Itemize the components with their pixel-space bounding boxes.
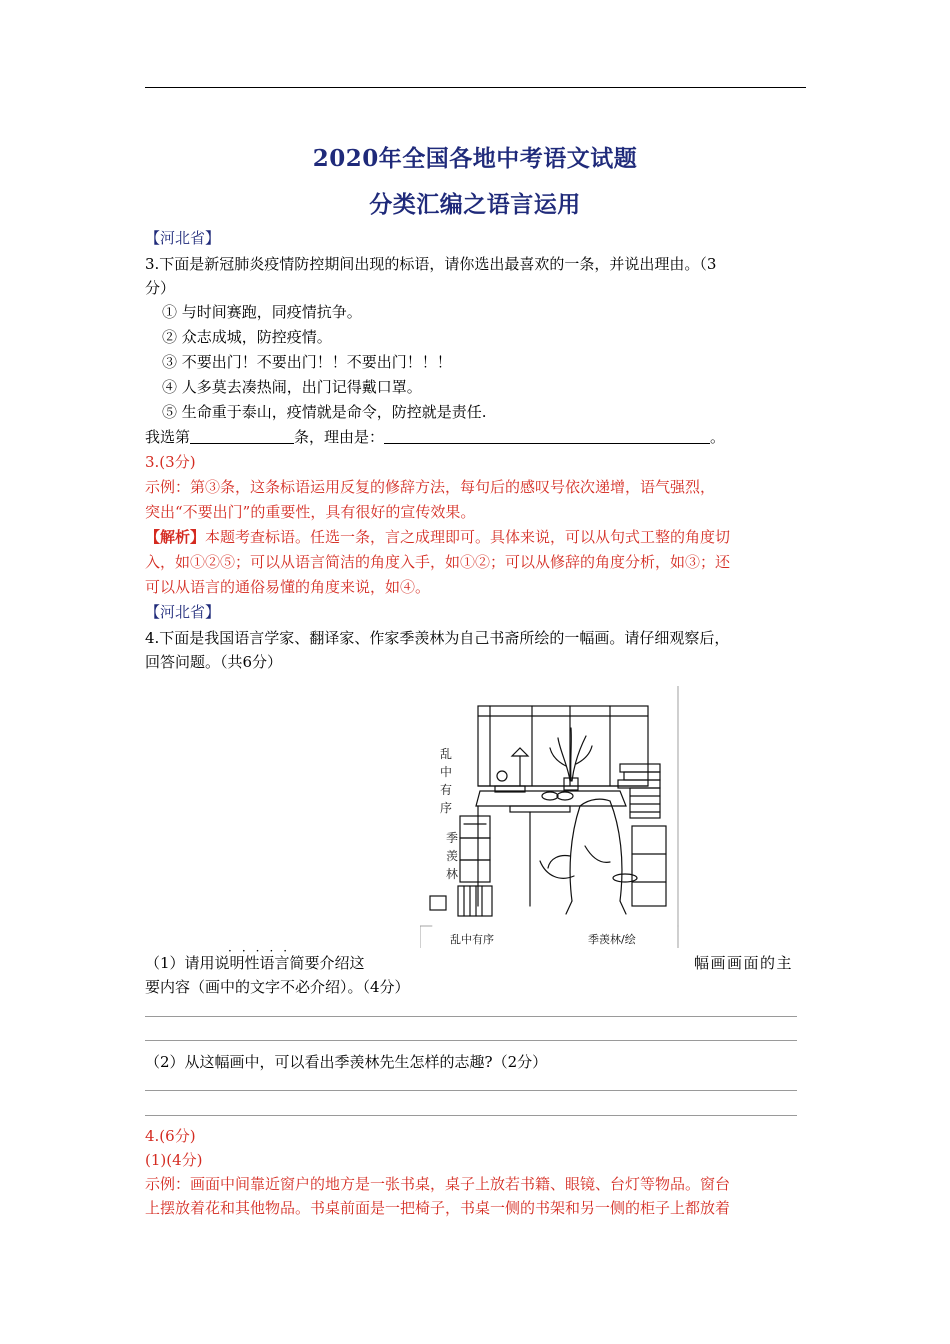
inscription-char-6: 羡 bbox=[446, 849, 459, 863]
q3-stem-line2: 分） bbox=[145, 279, 176, 297]
q4-stem-line1: 4.下面是我国语言学家、翻译家、作家季羡林为自己书斋所绘的一幅画。请仔细观察后， bbox=[145, 629, 730, 647]
inscription-char-5: 季 bbox=[446, 831, 459, 845]
q3-fill-end: 。 bbox=[710, 428, 726, 446]
q3-option-4: ④ 人多莫去凑热闹，出门记得戴口罩。 bbox=[162, 378, 422, 396]
q3-answer-line1: 示例：第③条，这条标语运用反复的修辞方法，每句后的感叹号依次递增，语气强烈， bbox=[145, 478, 716, 496]
inscription-char-4: 序 bbox=[440, 801, 453, 815]
answer-line[interactable] bbox=[145, 1115, 797, 1116]
answer-line[interactable] bbox=[145, 1040, 797, 1041]
study-sketch-figure bbox=[420, 686, 680, 948]
q3-analysis-line3: 可以从语言的通俗易懂的角度来说，如④。 bbox=[145, 578, 431, 596]
q3-answer-head: 3.(3分) bbox=[145, 453, 196, 471]
q3-answer-line2: 突出“不要出门”的重要性，具有很好的宣传效果。 bbox=[145, 503, 476, 521]
q3-fill-prefix: 我选第 bbox=[145, 428, 191, 446]
doc-title: 2020年全国各地中考语文试题 bbox=[312, 145, 638, 172]
q4-sub1-line2: 要内容（画中的文字不必介绍）。（4分） bbox=[145, 978, 410, 996]
q4-province: 【河北省】 bbox=[145, 603, 221, 621]
answer-line[interactable] bbox=[145, 1016, 797, 1017]
q4-stem-line2: 回答问题。（共6分） bbox=[145, 653, 283, 671]
q3-option-2: ② 众志成城，防控疫情。 bbox=[162, 328, 332, 346]
q3-option-3: ③ 不要出门！不要出门！！不要出门！！！ bbox=[162, 353, 452, 371]
inscription-char-2: 中 bbox=[440, 765, 453, 779]
q4-answer-head: 4.(6分) bbox=[145, 1127, 196, 1145]
q3-choice-blank[interactable] bbox=[190, 429, 294, 444]
inscription-char-7: 林 bbox=[446, 867, 459, 881]
q3-reason-blank[interactable] bbox=[384, 429, 710, 444]
header-rule bbox=[145, 87, 806, 88]
q3-option-5: ⑤ 生命重于泰山，疫情就是命令，防控就是责任. bbox=[162, 403, 487, 421]
q4-answer-line2: 上摆放着花和其他物品。书桌前面是一把椅子，书桌一侧的书架和另一侧的柜子上都放着 bbox=[145, 1199, 731, 1217]
inscription-char-3: 有 bbox=[440, 783, 453, 797]
analysis-tag: 【解析】 bbox=[145, 528, 206, 546]
analysis-text: 本题考查标语。任选一条，言之成理即可。具体来说，可以从句式工整的角度切 bbox=[205, 528, 731, 546]
q4-answer-sub1-head: (1)(4分) bbox=[145, 1151, 203, 1169]
q4-sub1-part-a: （1）请用说明性语言简要介绍这 bbox=[145, 954, 365, 972]
q3-analysis-line2: 入，如①②⑤；可以从语言简洁的角度入手，如①②；可以从修辞的角度分析，如③；还 bbox=[145, 553, 731, 571]
emphasis-dots: ····· bbox=[228, 944, 298, 958]
q4-sub2: （2）从这幅画中，可以看出季羡林先生怎样的志趣?（2分） bbox=[145, 1053, 548, 1071]
q3-fill-line bbox=[145, 427, 725, 447]
figure-caption-right: 季羡林/绘 bbox=[588, 933, 636, 946]
inscription-char-1: 乱 bbox=[440, 747, 453, 761]
figure-caption-left: 乱中有序 bbox=[450, 933, 494, 946]
q3-province: 【河北省】 bbox=[145, 229, 221, 247]
q3-analysis-line1 bbox=[145, 527, 730, 547]
q3-stem-line1: 3.下面是新冠肺炎疫情防控期间出现的标语，请你选出最喜欢的一条，并说出理由。（3 bbox=[145, 255, 717, 273]
q4-answer-line1: 示例：画面中间靠近窗户的地方是一张书桌，桌子上放若书籍、眼镜、台灯等物品。窗台 bbox=[145, 1175, 731, 1193]
study-sketch-illustration bbox=[420, 686, 680, 948]
q4-sub1-part-b: 幅画画面的主 bbox=[694, 954, 794, 972]
answer-line[interactable] bbox=[145, 1090, 797, 1091]
q3-fill-middle: 条，理由是： bbox=[294, 428, 385, 446]
q3-option-1: ① 与时间赛跑，同疫情抗争。 bbox=[162, 303, 362, 321]
doc-subtitle: 分类汇编之语言运用 bbox=[369, 191, 581, 218]
